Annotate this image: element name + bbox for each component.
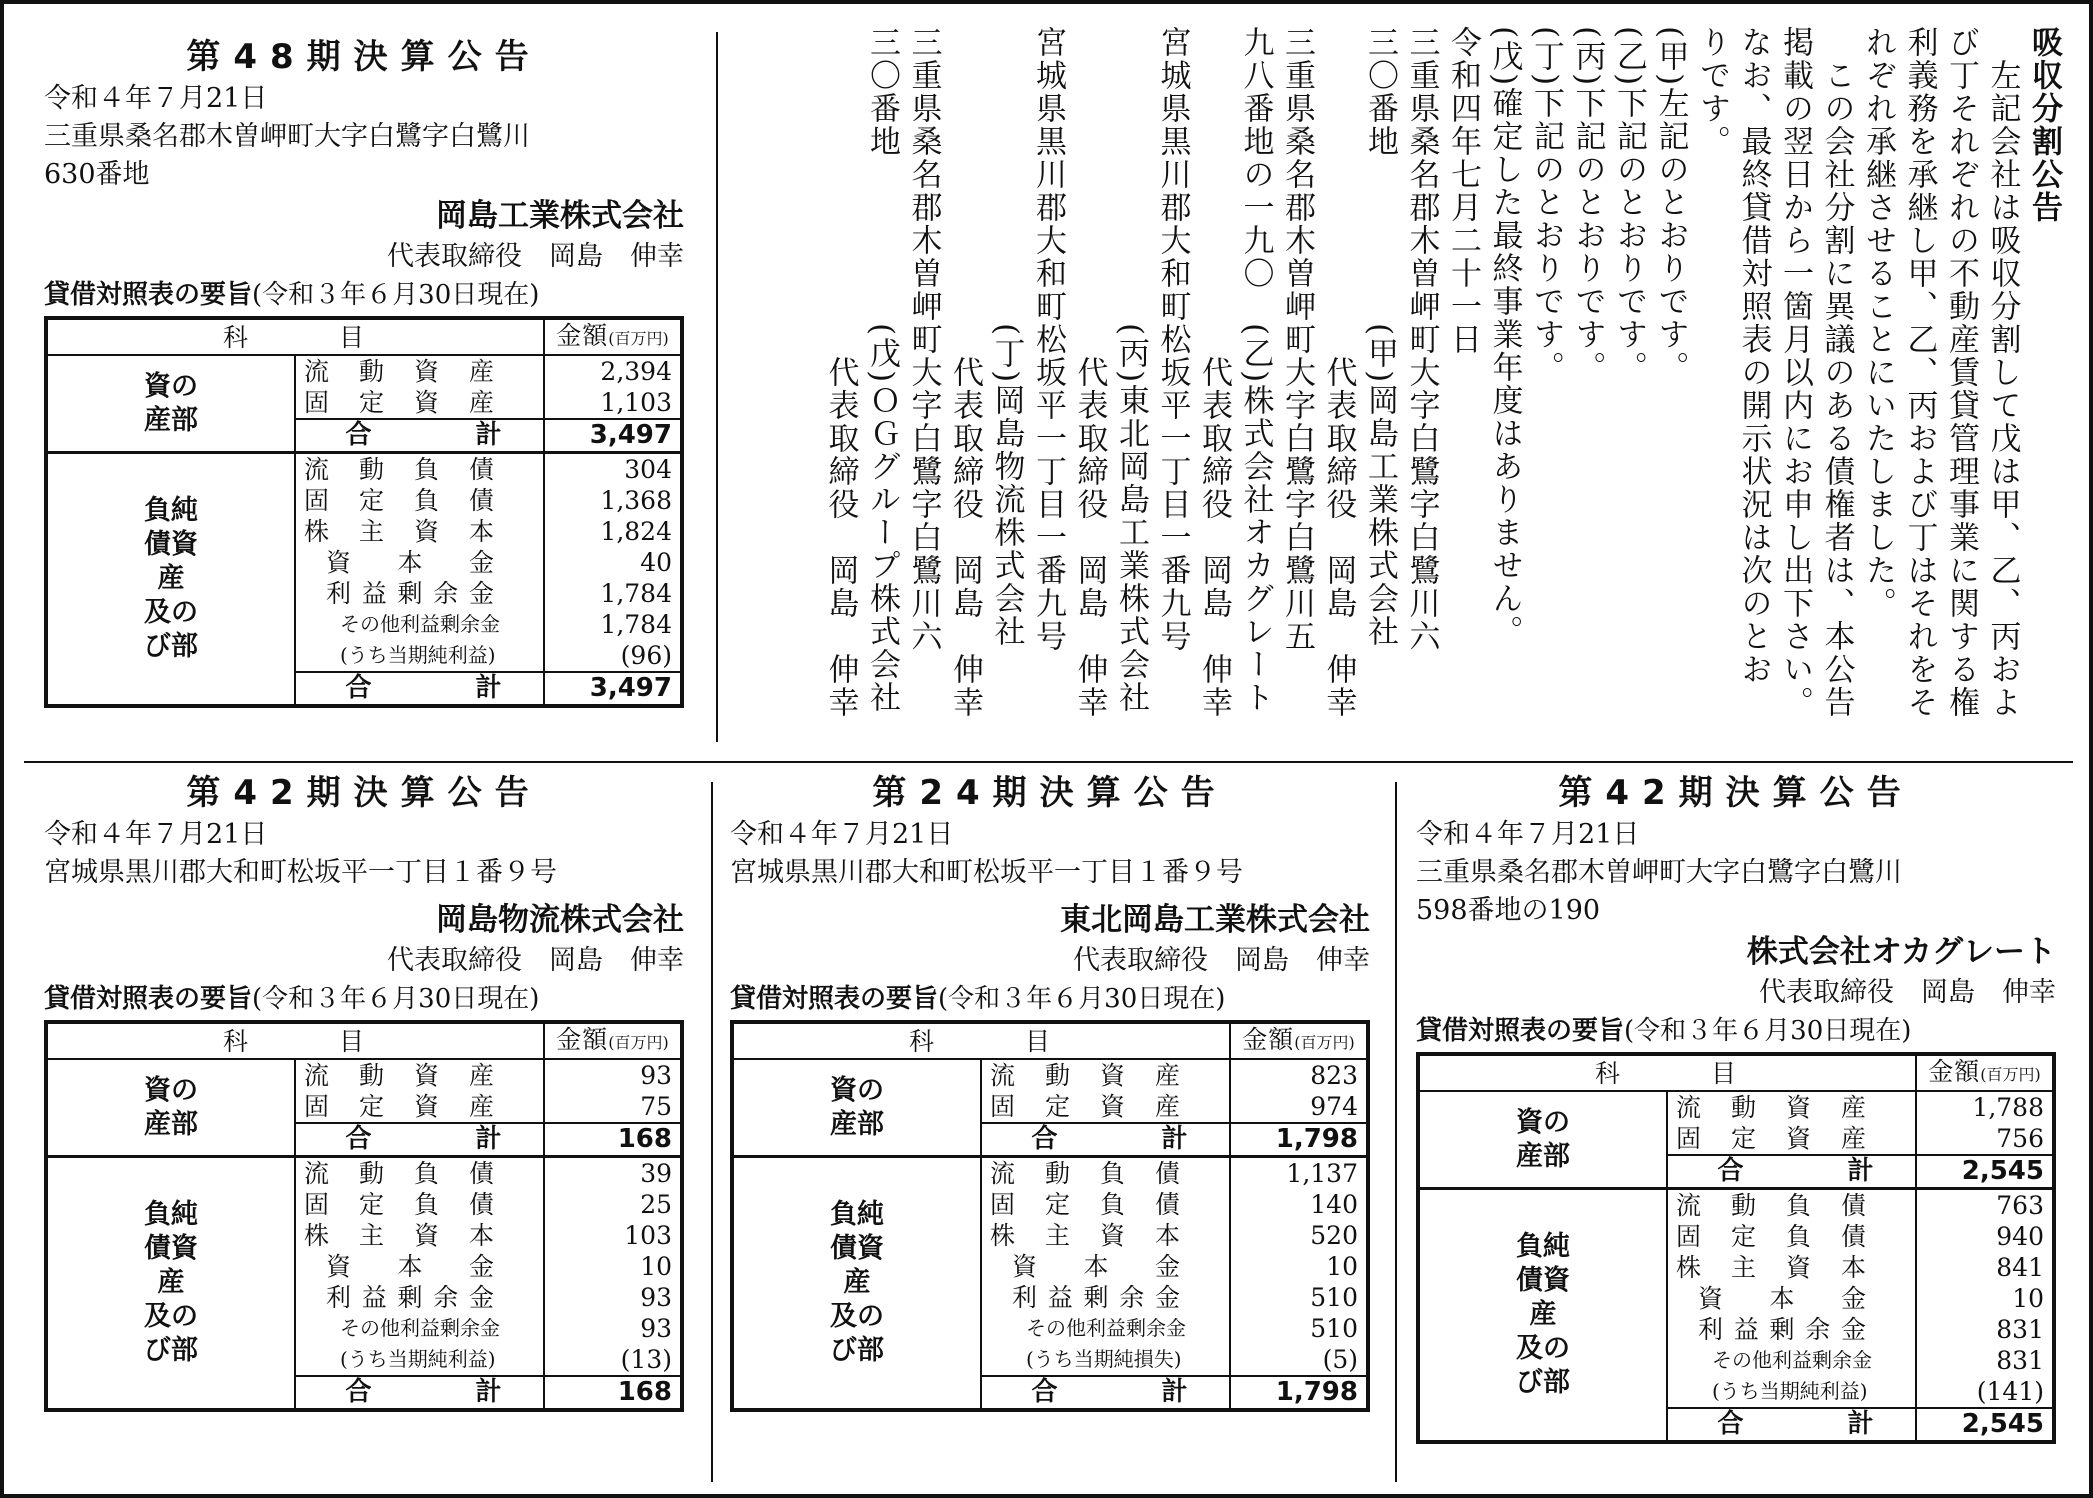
row-value: 93 [544,1059,682,1091]
assets-section-label [46,355,295,453]
absorption-split-notice [752,26,2072,756]
header-unit: (百万円) [608,1033,669,1052]
row-value: 841 [1916,1252,2054,1283]
balance-sheet-heading-title: 貸借対照表の要旨 [1416,1016,1625,1046]
section-label-part: 資の [830,1074,884,1106]
row-label: 利益剰余金 [1698,1315,1866,1344]
row-label: 流動負債 [304,1159,494,1188]
table-row [732,1157,1368,1190]
representative: 代表取締役 岡島 伸幸 [1759,977,2056,1008]
row-label: 株主資本 [1676,1253,1866,1282]
balance-sheet-table [44,316,684,708]
absorption-text-column: なお、最終貸借対照表の開示状況は次のとお [1735,26,1772,686]
balance-sheet-heading [1416,1012,2056,1050]
total-label: 合 計 [295,1376,544,1410]
row-value: 1,137 [1230,1157,1368,1190]
row-value: 831 [1916,1314,2054,1345]
table-row [46,355,682,387]
row-label: (うち当期純利益) [1712,1379,1868,1403]
company-address-line: 宮城県黒川郡大和町松坂平一丁目１番９号 [730,857,1243,888]
row-value: 940 [1916,1221,2054,1252]
company-address-line: 三重県桑名郡木曽岬町大字白鷺字白鷺川 [44,121,530,152]
row-label: 流動資産 [304,357,494,386]
row-label: 固定負債 [304,486,494,515]
row-value: 10 [544,1251,682,1282]
total-value: 3,497 [544,419,682,453]
section-label-part: び部 [1516,1367,1570,1398]
section-label-part: 産 [157,563,185,594]
company-address-line: 宮城県黒川郡大和町松坂平一丁目１番９号 [44,857,557,888]
absorption-text-column: りです。 [1694,26,1730,158]
row-label: 流動負債 [1676,1191,1866,1220]
company-name: 東北岡島工業株式会社 [1060,902,1370,938]
notice-date: 令和４年７月21日 [44,83,268,114]
section-label-part: び部 [830,1335,884,1366]
section-label-part: 産部 [144,404,198,436]
section-label-part: 債資 [830,1233,884,1264]
row-label: 固定資産 [990,1092,1180,1121]
total-label: 合 計 [295,419,544,453]
table-row [1418,1091,2054,1123]
header-item: 科 目 [46,318,544,355]
header-item: 科 目 [46,1022,544,1059]
row-label: 流動資産 [990,1061,1180,1090]
section-label-part: 資の [144,1074,198,1106]
header-unit: (百万円) [608,329,669,348]
absorption-text-column: (丙)東北岡島工業株式会社 [1113,26,1149,715]
section-label-part: 産 [1529,1299,1557,1330]
header-amount [544,318,682,355]
row-value: 510 [1230,1313,1368,1344]
absorption-text-column: 代表取締役 岡島 伸幸 [1196,26,1232,719]
header-unit: (百万円) [1294,1033,1355,1052]
total-value: 168 [544,1376,682,1410]
row-label: 流動資産 [1676,1093,1866,1122]
row-value: 93 [544,1313,682,1344]
absorption-text-column: (丁)下記のとおりです。 [1528,26,1564,385]
table-row [46,453,682,486]
row-label: 資本金 [326,1252,494,1281]
total-label: 合 計 [981,1376,1230,1410]
row-label: 株主資本 [304,517,494,546]
row-value: 823 [1230,1059,1368,1091]
balance-sheet-heading-title: 貸借対照表の要旨 [44,984,253,1014]
absorption-text-column: (甲)左記のとおりです。 [1652,26,1689,385]
assets-section-label [1418,1091,1667,1189]
header-item: 科 目 [1418,1054,1916,1091]
balance-sheet-date: (令和３年６月30日現在) [938,984,1226,1014]
liabilities-section-label [46,453,295,707]
absorption-text-column: この会社分割に異議のある債権者は、本公告 [1818,26,1855,719]
row-label: その他利益剰余金 [1712,1348,1872,1372]
header-item: 科 目 [732,1022,1230,1059]
row-label: 固定負債 [1676,1222,1866,1251]
balance-sheet-table [44,1020,684,1412]
row-value: 40 [544,547,682,578]
absorption-text-column: 宮城県黒川郡大和町松坂平一丁目一番九号 [1030,26,1066,653]
absorption-text-column: 代表取締役 岡島 伸幸 [947,26,983,719]
assets-section-label [732,1059,981,1157]
row-value: 831 [1916,1345,2054,1376]
notice-date: 令和４年７月21日 [1416,819,1640,850]
total-label: 合 計 [295,672,544,706]
absorption-text-column: 令和四年七月二十一日 [1445,26,1481,356]
section-label-part: 産部 [144,1108,198,1140]
row-value: 2,394 [544,355,682,387]
table-row [46,1059,682,1091]
row-label: その他利益剰余金 [340,1316,500,1340]
notice-title: 第24期決算公告 [872,773,1228,813]
section-label-part: 産 [843,1267,871,1298]
row-value: 10 [1230,1251,1368,1282]
row-label: 固定負債 [304,1190,494,1219]
row-value: 304 [544,453,682,486]
total-label: 合 計 [981,1123,1230,1157]
row-value: 39 [544,1157,682,1190]
absorption-text-column: 代表取締役 岡島 伸幸 [822,26,859,719]
absorption-text-column: 三〇番地 (戊)ＯＧグループ株式会社 [864,26,900,715]
row-value: 1,103 [544,387,682,419]
section-label-part: 産 [157,1267,185,1298]
section-label-part: 産部 [1516,1140,1570,1172]
absorption-text-column: 宮城県黒川郡大和町松坂平一丁目一番九号 [1154,26,1191,653]
absorption-text-column: 三重県桑名郡木曽岬町大字白鷺字白鷺川六 [905,26,942,653]
total-label: 合 計 [1667,1155,1916,1189]
header-amount [1916,1054,2054,1091]
header-amount-label: 金額 [556,1025,609,1054]
row-label: 固定資産 [1676,1124,1866,1153]
row-label: 固定資産 [304,1092,494,1121]
company-address-line: 630番地 [44,159,150,190]
assets-section-label [46,1059,295,1157]
section-label-part: 産部 [830,1108,884,1140]
section-label-part: 及の [144,1301,198,1332]
section-label-part: 負純 [830,1199,884,1230]
balance-sheet-heading-title: 貸借対照表の要旨 [44,280,253,310]
section-label-part: 及の [144,597,198,628]
notice-title: 第42期決算公告 [1558,773,1914,813]
absorption-text-column: 掲載の翌日から一箇月以内にお申し出下さい。 [1777,26,1813,719]
total-value: 2,545 [1916,1408,2054,1442]
row-value: (5) [1230,1344,1368,1376]
row-value: 510 [1230,1282,1368,1313]
balance-sheet-heading [44,980,684,1018]
total-value: 3,497 [544,672,682,706]
notice-date: 令和４年７月21日 [730,819,954,850]
row-label: 株主資本 [990,1221,1180,1250]
row-value: 1,824 [544,516,682,547]
row-value: 93 [544,1282,682,1313]
row-label: 株主資本 [304,1221,494,1250]
row-label: 資本金 [1012,1252,1180,1281]
section-label-part: 負純 [144,1199,198,1230]
section-label-part: 及の [1516,1333,1570,1364]
absorption-text-column: (戊)確定した最終事業年度はありません。 [1486,26,1523,649]
row-value: 1,368 [544,485,682,516]
notice-title: 第42期決算公告 [186,773,542,813]
absorption-text-column: 九八番地の一九〇 (乙)株式会社オカグレート [1237,26,1274,715]
row-label: 資本金 [326,548,494,577]
section-label-part: 債資 [144,529,198,560]
balance-sheet-heading [730,980,1370,1018]
table-header-row [732,1022,1368,1059]
absorption-text-column: (丙)下記のとおりです。 [1569,26,1606,385]
section-label-part: 負純 [1516,1231,1570,1262]
header-amount [544,1022,682,1059]
section-label-part: 資の [1516,1106,1570,1138]
absorption-text-column: (丁)岡島物流株式会社 [988,26,1025,649]
row-value: 140 [1230,1189,1368,1220]
absorption-text-column: 利義務を承継し甲、乙、丙および丁はそれをそ [1901,26,1938,719]
row-label: 流動資産 [304,1061,494,1090]
representative: 代表取締役 岡島 伸幸 [387,945,684,976]
liabilities-section-label [732,1157,981,1411]
row-label: その他利益剰余金 [340,612,500,636]
absorption-text-column: び丁それぞれの不動産賃貸管理事業に関する権 [1943,26,1979,719]
row-label: (うち当期純利益) [340,1347,496,1371]
row-label: 流動負債 [990,1159,1180,1188]
row-value: 756 [1916,1123,2054,1155]
table-header-row [46,1022,682,1059]
header-amount-label: 金額 [556,321,609,350]
absorption-text-column: 三重県桑名郡木曽岬町大字白鷺字白鷺川五 [1279,26,1315,653]
balance-sheet-date: (令和３年６月30日現在) [252,280,540,310]
total-value: 1,798 [1230,1376,1368,1410]
header-amount-label: 金額 [1928,1057,1981,1086]
notice-date: 令和４年７月21日 [44,819,268,850]
row-label: (うち当期純損失) [1026,1347,1182,1371]
company-address-line: 598番地の190 [1416,895,1601,926]
table-row [1418,1189,2054,1222]
absorption-text-column: れぞれ承継させることにいたしました。 [1860,26,1896,620]
absorption-text-column: (乙)下記のとおりです。 [1611,26,1647,385]
row-value: 1,784 [544,609,682,640]
row-value: (13) [544,1344,682,1376]
row-label: 資本金 [1698,1284,1866,1313]
representative: 代表取締役 岡島 伸幸 [387,241,684,272]
absorption-text-column: 代表取締役 岡島 伸幸 [1320,26,1357,719]
row-label: 利益剰余金 [1012,1283,1180,1312]
divider-horizontal-middle [24,761,2073,763]
company-address-line: 三重県桑名郡木曽岬町大字白鷺字白鷺川 [1416,857,1902,888]
settlement-notice-okajima-kogyo [44,34,684,708]
section-label-part: 及の [830,1301,884,1332]
row-value: 75 [544,1091,682,1123]
balance-sheet-table [1416,1052,2056,1444]
company-name: 岡島物流株式会社 [436,902,684,938]
row-label: 固定負債 [990,1190,1180,1219]
company-name: 岡島工業株式会社 [436,198,684,234]
company-name: 株式会社オカグレート [1746,934,2056,970]
absorption-text-column: 三重県桑名郡木曽岬町大字白鷺字白鷺川六 [1403,26,1440,653]
header-amount [1230,1022,1368,1059]
section-label-part: 債資 [1516,1265,1570,1296]
row-value: 1,784 [544,578,682,609]
section-label-part: び部 [144,631,198,662]
row-label: 利益剰余金 [326,1283,494,1312]
total-value: 2,545 [1916,1155,2054,1189]
settlement-notice-okajima-butsuryu [44,770,684,1412]
header-amount-label: 金額 [1242,1025,1295,1054]
table-row [732,1059,1368,1091]
total-value: 168 [544,1123,682,1157]
absorption-split-title: 吸収分割公告 [2026,26,2062,224]
section-label-part: 資の [144,370,198,402]
divider-vertical-bottom-right [1395,782,1397,1482]
total-label: 合 計 [1667,1408,1916,1442]
balance-sheet-heading [44,276,684,314]
row-value: 763 [1916,1189,2054,1222]
balance-sheet-table [730,1020,1370,1412]
row-label: 流動負債 [304,455,494,484]
notice-title: 第48期決算公告 [186,37,542,77]
balance-sheet-heading-title: 貸借対照表の要旨 [730,984,939,1014]
row-value: 25 [544,1189,682,1220]
settlement-notice-tohoku-okajima [730,770,1370,1412]
divider-vertical-bottom-left [711,782,713,1482]
balance-sheet-date: (令和３年６月30日現在) [1624,1016,1912,1046]
row-value: 1,788 [1916,1091,2054,1123]
section-label-part: 債資 [144,1233,198,1264]
table-row [46,1157,682,1190]
row-value: 520 [1230,1220,1368,1251]
table-header-row [1418,1054,2054,1091]
row-value: (141) [1916,1376,2054,1408]
row-value: 10 [1916,1283,2054,1314]
row-label: (うち当期純利益) [340,643,496,667]
absorption-text-column: 三〇番地 (甲)岡島工業株式会社 [1362,26,1398,649]
liabilities-section-label [46,1157,295,1411]
absorption-text-column: 左記会社は吸収分割して戊は甲、乙、丙およ [1984,26,2021,719]
settlement-notice-okagreat [1416,770,2056,1444]
section-label-part: 負純 [144,495,198,526]
row-value: (96) [544,640,682,672]
row-value: 103 [544,1220,682,1251]
divider-vertical-top [716,32,718,742]
row-label: 利益剰余金 [326,579,494,608]
liabilities-section-label [1418,1189,1667,1443]
table-header-row [46,318,682,355]
balance-sheet-date: (令和３年６月30日現在) [252,984,540,1014]
section-label-part: び部 [144,1335,198,1366]
total-label: 合 計 [295,1123,544,1157]
total-value: 1,798 [1230,1123,1368,1157]
row-label: 固定資産 [304,388,494,417]
row-label: その他利益剰余金 [1026,1316,1186,1340]
row-value: 974 [1230,1091,1368,1123]
header-unit: (百万円) [1980,1065,2041,1084]
representative: 代表取締役 岡島 伸幸 [1073,945,1370,976]
absorption-text-column: 代表取締役 岡島 伸幸 [1071,26,1108,719]
